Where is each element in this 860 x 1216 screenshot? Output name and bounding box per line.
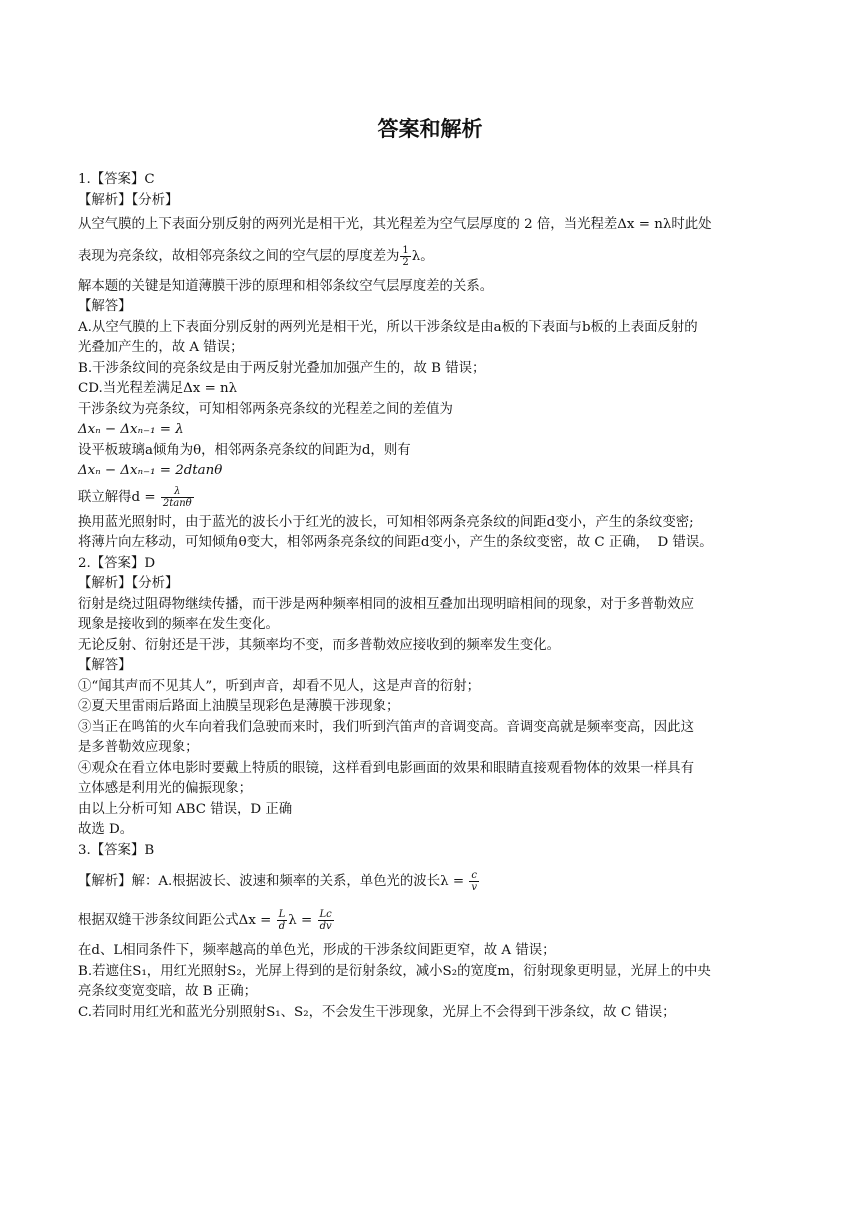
- question-2: [78, 554, 790, 841]
- q2-analysis-line-1: 衍射是绕过阻碍物继续传播，而干涉是两种频率相同的波相互叠加出现明暗相间的现象，对于多普勒效应: [78, 596, 694, 612]
- q2-item-3-line-2: 是多普勒效应现象；: [78, 740, 199, 755]
- q1-option-cd-line-1: CD.当光程差满足Δx = nλ: [78, 381, 238, 396]
- q1-option-a-line-2: 光叠加产生的，故 A 错误；: [78, 340, 244, 355]
- q2-solution-label: 【解答】: [78, 658, 132, 673]
- q3-analysis-line-2: 根据双缝干涉条纹间距公式Δx = $\frac{L}{d}$ λ = $\frac{Lc}{dv}$: [78, 909, 332, 932]
- q3-analysis-line-1: 【解析】解：A.根据波长、波速和频率的关系，单色光的波长λ = $\frac{c}{v}$: [78, 870, 477, 893]
- question-1: [78, 170, 790, 554]
- q3-analysis-line-4: B.若遮住S₁，用红光照射S₂，光屏上得到的是衍射条纹，减小S₂的宽度m，衍射现象更明显，光屏上的中央: [78, 963, 711, 979]
- q3-answer: 3.【答案】B: [78, 842, 155, 858]
- q2-analysis-line-3: 无论反射、衍射还是干涉，其频率均不变，而多普勒效应接收到的频率发生变化。: [78, 637, 561, 653]
- page-title: 答案和解析: [377, 117, 483, 141]
- q2-analysis-label: 【解析】【分析】: [78, 576, 179, 591]
- q1-option-a-line-1: A.从空气膜的上下表面分别反射的两列光是相干光，所以干涉条纹是由a板的下表面与b板的上表面反射的: [78, 319, 698, 335]
- q1-solve-line: 联立解得d = $\frac{\lambda}{2\tan\theta}$: [78, 485, 192, 509]
- q2-conclusion: 由以上分析可知 ABC 错误，D 正确: [78, 801, 293, 817]
- q1-option-b: B.干涉条纹间的亮条纹是由于两反射光叠加加强产生的，故 B 错误；: [78, 360, 486, 376]
- q1-analysis-label: 【解析】【分析】: [78, 192, 179, 208]
- q2-answer: 2.【答案】D: [78, 555, 156, 571]
- answers-body: [78, 170, 790, 1023]
- q1-option-cd-line-4: 设平板玻璃a倾角为θ，相邻两条亮条纹的间距为d，则有: [78, 442, 411, 458]
- q1-equation-2: Δxₙ − Δxₙ₋₁ = 2dtanθ: [78, 463, 223, 478]
- question-3: [78, 841, 790, 1024]
- q3-wavelength-fraction: $\frac{c}{v}$: [471, 870, 477, 893]
- q1-analysis-line-2: 表现为亮条纹，故相邻亮条纹之间的空气层的厚度差为 $\frac{1}{2}$ λ。: [78, 244, 434, 268]
- q3-analysis-line-6: C.若同时用红光和蓝光分别照射S₁、S₂，不会发生干涉现象，光屏上不会得到干涉条纹，故 C 错误；: [78, 1004, 676, 1020]
- q3-analysis-line-5: 亮条纹变宽变暗，故 B 正确；: [78, 984, 258, 999]
- q2-item-4-line-2: 立体感是利用光的偏振现象；: [78, 781, 253, 796]
- q2-item-4-line-1: ④观众在看立体电影时要戴上特质的眼镜，这样看到电影画面的效果和眼睛直接观看物体的效果一样具有: [78, 760, 694, 776]
- q3-analysis-line-3: 在d、L相同条件下，频率越高的单色光，形成的干涉条纹间距更窄，故 A 错误；: [78, 943, 556, 958]
- q1-d-fraction: $\frac{\lambda}{2\tan\theta}$: [162, 485, 192, 509]
- q1-key-point: 解本题的关键是知道薄膜干涉的原理和相邻条纹空气层厚度差的关系。: [78, 278, 494, 294]
- q1-option-cd-line-7: 换用蓝光照射时，由于蓝光的波长小于红光的波长，可知相邻两条亮条纹的间距d变小，产生的条纹变密;: [78, 514, 694, 530]
- q1-solution-label: 【解答】: [78, 299, 132, 314]
- q1-option-cd-line-8: 将薄片向左移动，可知倾角θ变大，相邻两条亮条纹的间距d变小，产生的条纹变密，故 C 正确， D 错误。: [78, 535, 713, 550]
- q3-fringe-fraction-1: $\frac{L}{d}$: [278, 909, 286, 932]
- q1-answer: 1.【答案】C: [78, 172, 155, 187]
- q2-item-1: ①“闻其声而不见其人”，听到声音，却看不见人，这是声音的衍射；: [78, 678, 481, 694]
- q3-fringe-fraction-2: $\frac{Lc}{dv}$: [319, 909, 332, 932]
- q2-item-2: ②夏天里雷雨后路面上油膜呈现彩色是薄膜干涉现象；: [78, 699, 400, 714]
- q1-half-fraction: $\frac{1}{2}$: [402, 244, 409, 268]
- q2-analysis-line-2: 现象是接收到的频率在发生变化。: [78, 617, 279, 632]
- q1-option-cd-line-2: 干涉条纹为亮条纹，可知相邻两条亮条纹的光程差之间的差值为: [78, 401, 453, 417]
- q1-analysis-line-1: 从空气膜的上下表面分别反射的两列光是相干光，其光程差为空气层厚度的 2 倍，当光程差Δx = nλ时此处: [78, 217, 712, 232]
- q2-item-3-line-1: ③当正在鸣笛的火车向着我们急驶而来时，我们听到汽笛声的音调变高。音调变高就是频率变高，因此这: [78, 719, 694, 735]
- q1-equation-1: Δxₙ − Δxₙ₋₁ = λ: [78, 422, 184, 437]
- q2-choice: 故选 D。: [78, 822, 134, 837]
